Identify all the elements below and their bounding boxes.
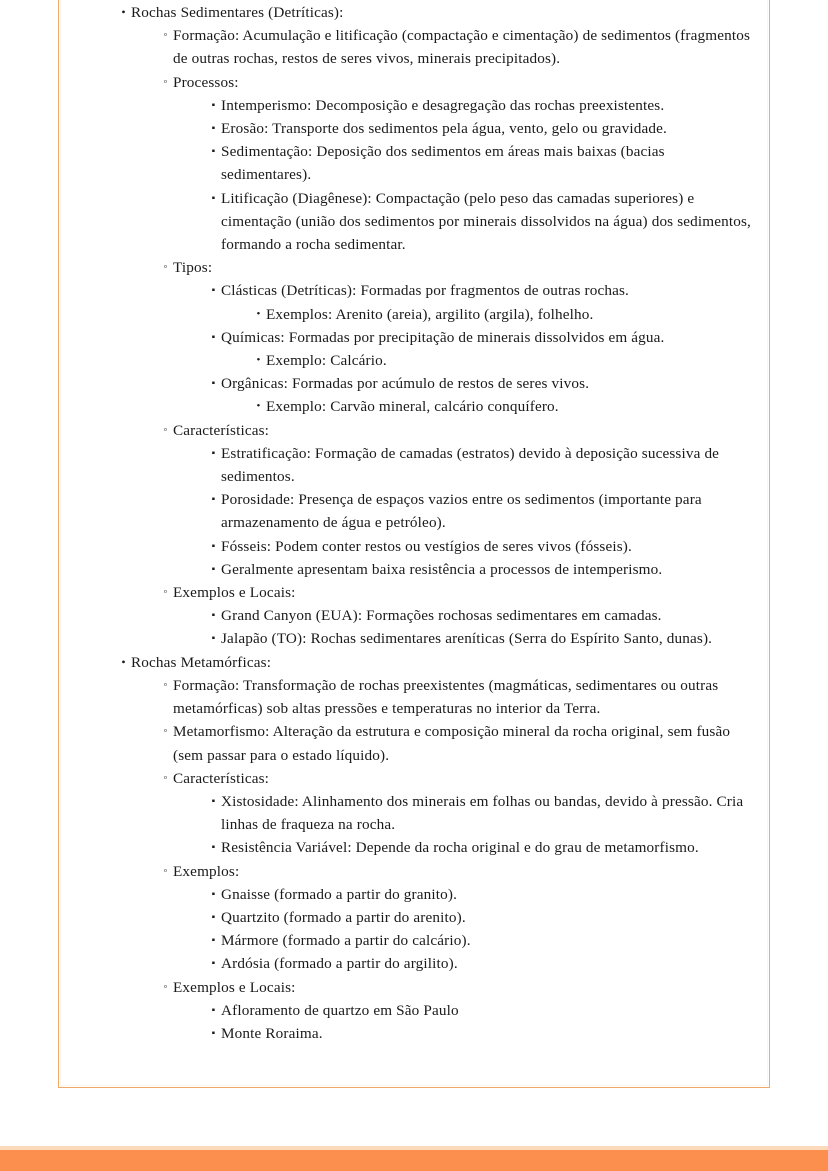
outline-item-text: Fósseis: Podem conter restos ou vestígios de seres vivos (fósseis).	[221, 537, 632, 555]
outline-item-l3	[206, 627, 753, 650]
outline-item-l2	[158, 767, 753, 860]
outline-sublist-l3	[206, 999, 753, 1045]
bullet-marker-l2-icon: ◦	[163, 586, 168, 599]
outline-item-l4	[251, 349, 753, 372]
outline-sublist-l3	[206, 604, 753, 650]
outline-item-l2	[158, 720, 753, 766]
outline-item-text: Ardósia (formado a partir do argilito).	[221, 955, 458, 973]
outline-item-l2	[158, 256, 753, 418]
outline-item-l4	[251, 303, 753, 326]
outline-item-l3	[206, 442, 753, 488]
bullet-marker-l2-icon: ◦	[163, 725, 168, 738]
outline-root	[116, 1, 753, 1045]
bullet-marker-l3-icon: ▪	[211, 192, 216, 204]
bullet-marker-l3-icon: ▪	[211, 285, 216, 297]
bullet-marker-l2-icon: ◦	[163, 75, 168, 88]
bullet-marker-l3-icon: ▪	[211, 1027, 216, 1039]
bullet-marker-l3-icon: ▪	[211, 888, 216, 900]
outline-item-text: Químicas: Formadas por precipitação de minerais dissolvidos em água.	[221, 328, 665, 346]
bullet-marker-l3-icon: ▪	[211, 935, 216, 947]
outline-item-text: Exemplos e Locais:	[173, 584, 296, 602]
outline-item-l3	[206, 117, 753, 140]
outline-item-text: Estratificação: Formação de camadas (estratos) devido à deposição sucessiva de sedimentos.	[221, 444, 720, 486]
outline-item-l3	[206, 488, 753, 534]
outline-item-text: Orgânicas: Formadas por acúmulo de restos de seres vivos.	[221, 375, 590, 393]
bullet-marker-l3-icon: ▪	[211, 911, 216, 923]
outline-item-l3	[206, 883, 753, 906]
outline-item-text: Quartzito (formado a partir do arenito).	[221, 908, 466, 926]
outline-item-text: Gnaisse (formado a partir do granito).	[221, 885, 458, 903]
outline-item-l3	[206, 326, 753, 372]
outline-sublist-l3	[206, 442, 753, 581]
outline-sublist-l3	[206, 279, 753, 418]
bullet-marker-l3-icon: ▪	[211, 378, 216, 390]
outline-item-l3	[206, 187, 753, 257]
outline-item-l3	[206, 999, 753, 1022]
bullet-marker-l4-icon: •	[256, 400, 261, 413]
outline-item-l2	[158, 24, 753, 70]
outline-item-l2	[158, 976, 753, 1046]
outline-sublist-l4	[251, 303, 753, 326]
outline-item-text: Resistência Variável: Depende da rocha original e do grau de metamorfismo.	[221, 839, 699, 857]
bullet-marker-l3-icon: ▪	[211, 610, 216, 622]
outline-item-text: Erosão: Transporte dos sedimentos pela água, vento, gelo ou gravidade.	[221, 120, 667, 138]
outline-item-text: Características:	[173, 769, 270, 787]
outline-item-l2	[158, 581, 753, 651]
bullet-marker-l2-icon: ◦	[163, 678, 168, 691]
outline-item-text: Rochas Sedimentares (Detríticas):	[131, 4, 344, 21]
bullet-marker-l3-icon: ▪	[211, 842, 216, 854]
outline-item-l2	[158, 674, 753, 720]
outline-sublist-l3	[206, 883, 753, 976]
outline-item-text: Formação: Transformação de rochas preexistentes (magmáticas, sedimentares ou outras metamórficas) sob altas pressões e temperaturas no interior da Terra.	[173, 676, 719, 718]
outline-item-l3	[206, 558, 753, 581]
outline-sublist-l3	[206, 790, 753, 860]
outline-item-text: Intemperismo: Decomposição e desagregação das rochas preexistentes.	[221, 96, 665, 114]
outline-item-text: Grand Canyon (EUA): Formações rochosas sedimentares em camadas.	[221, 607, 662, 625]
bullet-marker-l1-icon: •	[121, 5, 126, 19]
outline-item-text: Jalapão (TO): Rochas sedimentares areníticas (Serra do Espírito Santo, dunas).	[221, 630, 713, 648]
outline-item-l2	[158, 419, 753, 581]
outline-item-text: Mármore (formado a partir do calcário).	[221, 932, 471, 950]
outline-sublist-l2	[158, 24, 753, 650]
bullet-marker-l2-icon: ◦	[163, 423, 168, 436]
outline-item-text: Exemplo: Calcário.	[266, 352, 387, 370]
outline-item-l3	[206, 140, 753, 186]
bullet-marker-l2-icon: ◦	[163, 980, 168, 993]
outline-item-text: Xistosidade: Alinhamento dos minerais em folhas ou bandas, devido à pressão. Cria linhas de fraqueza na rocha.	[221, 792, 744, 834]
bullet-marker-l3-icon: ▪	[211, 123, 216, 135]
outline-item-l3	[206, 1022, 753, 1045]
outline-item-text: Metamorfismo: Alteração da estrutura e composição mineral da rocha original, sem fusão (sem passar para o estado líquido).	[173, 723, 731, 764]
bullet-marker-l3-icon: ▪	[211, 795, 216, 807]
outline-item-text: Litificação (Diagênese): Compactação (pelo peso das camadas superiores) e cimentação (união dos sedimentos por minerais dissolvidos na água) dos sedimentos, formando a rocha sedimentar.	[221, 189, 752, 254]
outline-item-l1	[116, 651, 753, 1045]
outline-item-l3	[206, 952, 753, 975]
outline-item-text: Porosidade: Presença de espaços vazios entre os sedimentos (importante para armazenamento de água e petróleo).	[221, 491, 702, 532]
bullet-marker-l3-icon: ▪	[211, 494, 216, 506]
outline-sublist-l4	[251, 349, 753, 372]
outline-item-text: Rochas Metamórficas:	[131, 653, 272, 671]
bullet-marker-l3-icon: ▪	[211, 563, 216, 575]
outline-item-l3	[206, 929, 753, 952]
bullet-marker-l4-icon: •	[256, 354, 261, 367]
bullet-marker-l3-icon: ▪	[211, 99, 216, 111]
outline-item-text: Exemplos:	[173, 862, 240, 880]
bullet-marker-l2-icon: ◦	[163, 261, 168, 274]
outline-item-l1	[116, 1, 753, 651]
bullet-marker-l3-icon: ▪	[211, 958, 216, 970]
outline-item-l3	[206, 94, 753, 117]
outline-sublist-l4	[251, 395, 753, 418]
document-page-frame	[58, 0, 770, 1088]
outline-item-text: Tipos:	[173, 259, 213, 277]
outline-item-l3	[206, 836, 753, 859]
bullet-marker-l3-icon: ▪	[211, 447, 216, 459]
outline-item-text: Exemplos e Locais:	[173, 978, 296, 996]
outline-item-l2	[158, 860, 753, 976]
bullet-marker-l4-icon: •	[256, 307, 261, 320]
outline-item-text: Afloramento de quartzo em São Paulo	[221, 1001, 459, 1019]
bullet-marker-l3-icon: ▪	[211, 540, 216, 552]
outline-item-text: Características:	[173, 421, 270, 439]
outline-sublist-l3	[206, 94, 753, 256]
outline-item-text: Geralmente apresentam baixa resistência a processos de intemperismo.	[221, 560, 663, 578]
outline-item-text: Processos:	[173, 73, 239, 91]
outline-item-l3	[206, 535, 753, 558]
bullet-marker-l1-icon: •	[121, 654, 126, 669]
outline-item-l3	[206, 279, 753, 325]
outline-item-text: Clásticas (Detríticas): Formadas por fragmentos de outras rochas.	[221, 282, 630, 300]
outline-item-l3	[206, 604, 753, 627]
bullet-marker-l3-icon: ▪	[211, 633, 216, 645]
outline-item-text: Exemplos: Arenito (areia), argilito (argila), folhelho.	[266, 305, 594, 323]
outline-item-text: Formação: Acumulação e litificação (compactação e cimentação) de sedimentos (fragmentos de outras rochas, restos de seres vivos, minerais precipitados).	[173, 27, 751, 68]
outline-item-l3	[206, 372, 753, 418]
outline-item-text: Monte Roraima.	[221, 1024, 323, 1042]
outline-sublist-l2	[158, 674, 753, 1045]
bullet-marker-l2-icon: ◦	[163, 771, 168, 784]
bullet-marker-l3-icon: ▪	[211, 1004, 216, 1016]
bullet-marker-l3-icon: ▪	[211, 331, 216, 343]
outline-item-l2	[158, 71, 753, 257]
bullet-marker-l2-icon: ◦	[163, 864, 168, 877]
outline-item-l3	[206, 906, 753, 929]
footer-bar	[0, 1150, 828, 1171]
bullet-marker-l3-icon: ▪	[211, 146, 216, 158]
outline-item-text: Exemplo: Carvão mineral, calcário conquífero.	[266, 398, 559, 416]
document-content	[59, 1, 771, 1045]
outline-item-text: Sedimentação: Deposição dos sedimentos em áreas mais baixas (bacias sedimentares).	[221, 143, 665, 184]
bullet-marker-l2-icon: ◦	[163, 29, 168, 42]
outline-item-l4	[251, 395, 753, 418]
outline-item-l3	[206, 790, 753, 836]
